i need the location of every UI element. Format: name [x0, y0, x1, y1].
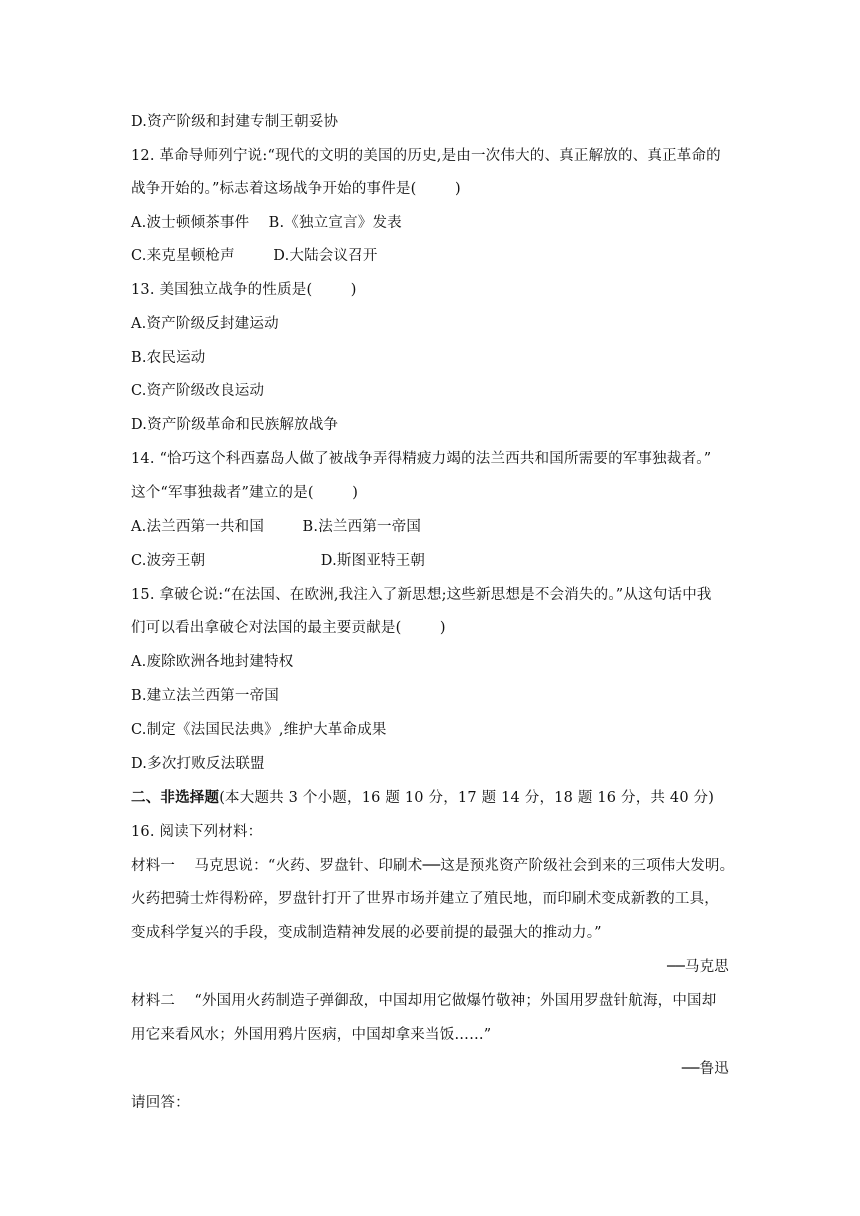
q15-option-a: A.废除欧洲各地封建特权: [131, 654, 294, 670]
q12-stem-line2: 战争开始的。”标志着这场战争开始的事件是( ): [131, 181, 461, 197]
q11-option-d: D.资产阶级和封建专制王朝妥协: [131, 114, 339, 130]
q16-material1-source: ──马克思: [667, 959, 729, 975]
q13-option-a: A.资产阶级反封建运动: [131, 316, 279, 332]
q16-prompt: 请回答：: [131, 1095, 190, 1111]
q14-options-row2: C.波旁王朝 D.斯图亚特王朝: [131, 553, 426, 569]
q16-material2-source: ──鲁迅: [681, 1061, 729, 1077]
q12-stem-line1: 12. 革命导师列宁说:“现代的文明的美国的历史,是由一次伟大的、真正解放的、真正革命的: [131, 148, 721, 164]
q16-material1-line1: 材料一 马克思说：“火药、罗盘针、印刷术──这是预兆资产阶级社会到来的三项伟大发明。: [131, 858, 735, 874]
q14-stem-line1: 14. “恰巧这个科西嘉岛人做了被战争弄得精疲力竭的法兰西共和国所需要的军事独裁者。”: [131, 451, 712, 467]
q15-stem-line1: 15. 拿破仑说:“在法国、在欧洲,我注入了新思想;这些新思想是不会消失的。”从这句话中我: [131, 587, 712, 603]
q13-stem: 13. 美国独立战争的性质是( ): [131, 282, 357, 298]
q14-stem-line2: 这个“军事独裁者”建立的是( ): [131, 485, 359, 501]
section2-heading: 二、非选择题: [131, 789, 220, 806]
q13-option-b: B.农民运动: [131, 350, 206, 366]
q16-stem: 16. 阅读下列材料：: [131, 824, 263, 840]
section2-note: (本大题共 3 个小题，16 题 10 分，17 题 14 分，18 题 16 分，共 40 分): [219, 790, 715, 806]
q14-options-row1: A.法兰西第一共和国 B.法兰西第一帝国: [131, 519, 422, 535]
q13-option-c: C.资产阶级改良运动: [131, 383, 265, 399]
q13-option-d: D.资产阶级革命和民族解放战争: [131, 417, 339, 433]
q12-options-row2: C.来克星顿枪声 D.大陆会议召开: [131, 248, 378, 264]
q15-option-b: B.建立法兰西第一帝国: [131, 688, 279, 704]
q16-material2-line2: 用它来看风水；外国用鸦片医病，中国却拿来当饭……”: [131, 1027, 492, 1043]
q12-options-row1: A.波士顿倾茶事件 B.《独立宣言》发表: [131, 215, 402, 231]
q16-material1-line2: 火药把骑士炸得粉碎，罗盘针打开了世界市场并建立了殖民地，而印刷术变成新教的工具，: [131, 891, 719, 907]
q15-option-c: C.制定《法国民法典》,维护大革命成果: [131, 722, 387, 738]
q16-material2-line1: 材料二 “外国用火药制造子弹御敌，中国却用它做爆竹敬神；外国用罗盘针航海，中国却: [131, 993, 717, 1009]
section2-heading-line: [131, 788, 714, 808]
q15-option-d: D.多次打败反法联盟: [131, 756, 265, 772]
q15-stem-line2: 们可以看出拿破仑对法国的最主要贡献是( ): [131, 620, 446, 636]
q16-material1-line3: 变成科学复兴的手段，变成制造精神发展的必要前提的最强大的推动力。”: [131, 925, 602, 941]
